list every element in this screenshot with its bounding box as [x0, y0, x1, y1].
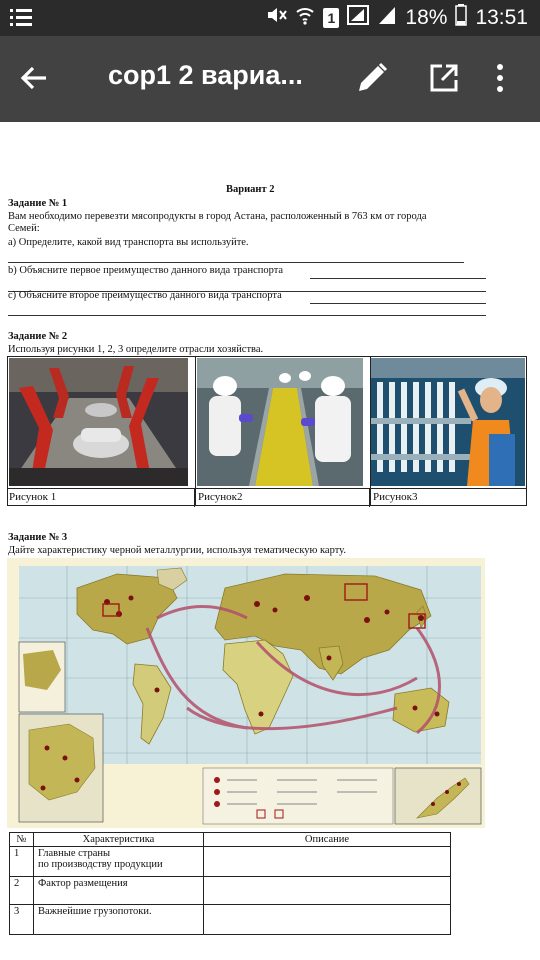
row-characteristic: Главные страны по производству продукции — [34, 847, 204, 877]
wifi-icon — [295, 4, 315, 32]
figure-1-car-factory-image — [9, 358, 188, 486]
task1-heading: Задание № 1 — [8, 198, 68, 209]
sim-badge-icon: 1 — [323, 8, 339, 28]
figure-1-caption: Рисунок 1 — [9, 491, 57, 503]
table-row — [10, 847, 451, 877]
notification-list-icon — [10, 6, 32, 33]
task1-line2: Семей: — [8, 223, 40, 234]
row-characteristic: Фактор размещения — [34, 877, 204, 905]
table-row — [10, 905, 451, 935]
variant-title: Вариант 2 — [226, 184, 275, 195]
battery-percent: 18% — [405, 6, 448, 29]
open-external-icon[interactable] — [428, 62, 460, 99]
row-characteristic: Важнейшие грузопотоки. — [34, 905, 204, 935]
characteristics-table — [9, 832, 451, 935]
row-number: 1 — [10, 847, 34, 877]
signal-strength-icon — [377, 4, 397, 32]
row-number: 3 — [10, 905, 34, 935]
figure-3-textile-factory-image — [371, 358, 525, 486]
task1-question-c: с) Объясните второе преимущество данного вида транспорта — [8, 290, 282, 301]
column-header-description: Описание — [204, 833, 451, 847]
answer-line — [310, 303, 486, 304]
figure-2-food-production-image — [197, 358, 363, 486]
back-arrow-icon[interactable] — [18, 62, 54, 98]
mute-icon — [265, 4, 287, 32]
figure-3-caption: Рисунок3 — [373, 491, 418, 503]
figure-captions-row — [7, 488, 527, 507]
figure-2-caption: Рисунок2 — [198, 491, 243, 503]
answer-line — [8, 262, 464, 263]
row-number: 2 — [10, 877, 34, 905]
more-options-icon[interactable] — [494, 60, 506, 101]
column-header-number: № — [10, 833, 34, 847]
document-page — [0, 122, 540, 960]
status-bar — [0, 0, 540, 36]
task3-heading: Задание № 3 — [8, 532, 68, 543]
document-title: сор1 2 вариа... — [108, 60, 303, 90]
clock: 13:51 — [475, 6, 528, 29]
table-header-row — [10, 833, 451, 847]
task2-heading: Задание № 2 — [8, 331, 68, 342]
task1-question-a: а) Определите, какой вид транспорта вы используйте. — [8, 237, 249, 248]
task1-question-b: b) Объясните первое преимущество данного вида транспорта — [8, 265, 284, 276]
app-bar — [0, 36, 540, 122]
ferrous-metallurgy-world-map — [7, 558, 485, 828]
column-header-characteristic: Характеристика — [34, 833, 204, 847]
signal-sim-icon — [347, 4, 369, 32]
table-row — [10, 877, 451, 905]
task1-line1: Вам необходимо перевезти мясопродукты в город Астана, расположенный в 763 км от города — [8, 211, 427, 222]
edit-pencil-icon[interactable] — [354, 60, 390, 101]
task2-text: Используя рисунки 1, 2, 3 определите отрасли хозяйства. — [8, 344, 264, 355]
row-description-cell[interactable] — [204, 905, 451, 935]
task3-text: Дайте характеристику черной металлургии, используя тематическую карту. — [8, 545, 346, 556]
answer-line — [310, 278, 486, 279]
answer-line — [8, 315, 486, 316]
battery-icon — [455, 4, 467, 32]
row-description-cell[interactable] — [204, 847, 451, 877]
row-description-cell[interactable] — [204, 877, 451, 905]
